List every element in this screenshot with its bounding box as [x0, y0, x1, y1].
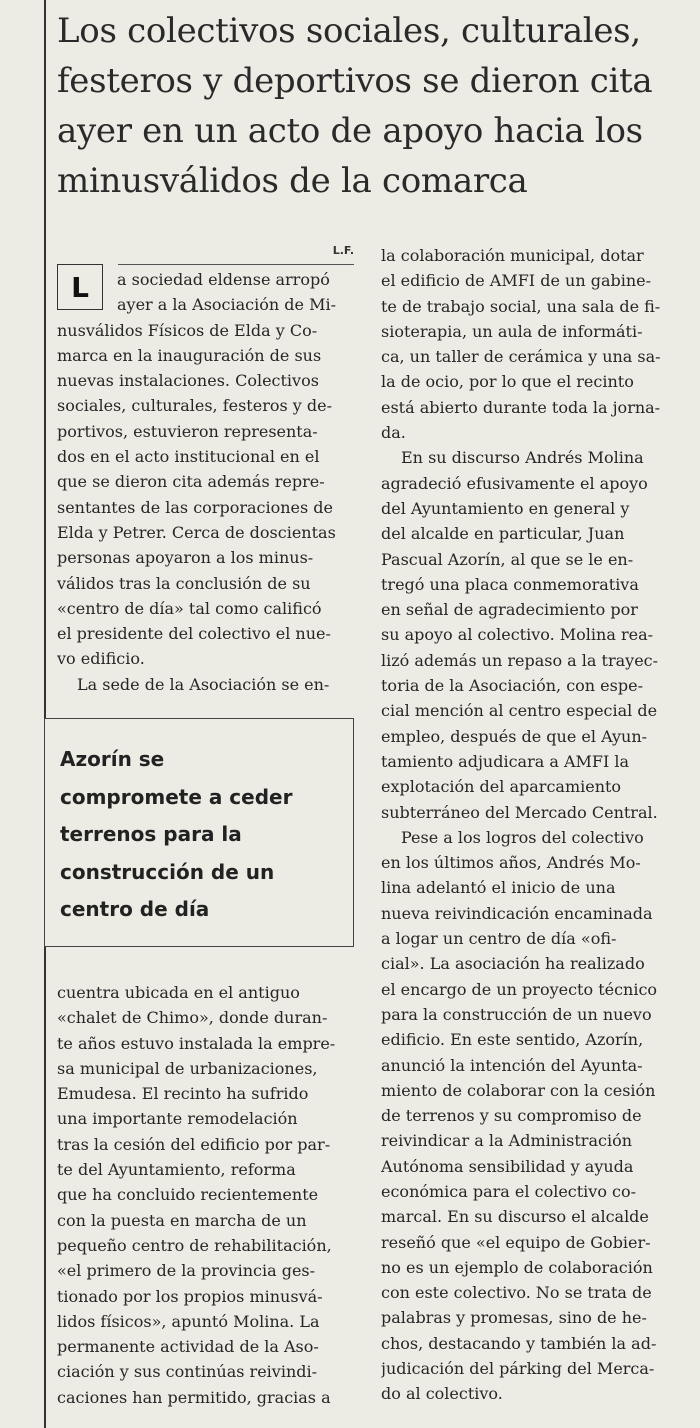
text-line: agradeció efusivamente el apoyo: [381, 473, 648, 493]
text-line: te del Ayuntamiento, reforma: [57, 1160, 296, 1180]
text-line: lina adelantó el inicio de una: [381, 878, 616, 898]
text-line: da.: [381, 423, 406, 443]
text-line: ayer a la Asociación de Mi-: [117, 295, 336, 315]
pull-quote: [60, 741, 340, 929]
text-line: tras la cesión del edificio por par-: [57, 1134, 331, 1154]
text-line: con este colectivo. No se trata de: [381, 1283, 652, 1303]
text-line: económica para el colectivo co-: [381, 1181, 637, 1201]
text-line: Pascual Azorín, al que se le en-: [381, 549, 634, 569]
text-line: el edificio de AMFI de un gabine-: [381, 271, 652, 291]
text-line: personas apoyaron a los minus-: [57, 548, 314, 568]
text-line: explotación del aparcamiento: [381, 777, 622, 797]
text-line: nueva reivindicación encaminada: [381, 903, 653, 923]
text-line: la colaboración municipal, dotar: [381, 246, 644, 265]
headline-line: ayer en un acto de apoyo hacia los: [57, 111, 643, 151]
text-line: Emudesa. El recinto ha sufrido: [57, 1084, 309, 1104]
text-line: te de trabajo social, una sala de fi-: [381, 296, 661, 316]
text-line: Autónoma sensibilidad y ayuda: [381, 1156, 634, 1176]
text-line: nusválidos Físicos de Elda y Co-: [57, 320, 318, 340]
text-line: dos en el acto institucional en el: [57, 447, 320, 467]
article-headline: [57, 6, 692, 206]
pull-quote-line: terrenos para la: [60, 822, 242, 846]
text-line: lizó además un repaso a la trayec-: [381, 650, 659, 670]
column-1-top-text: [57, 267, 354, 697]
text-line: lidos físicos», apuntó Molina. La: [57, 1311, 320, 1331]
text-line: la de ocio, por lo que el recinto: [381, 372, 634, 392]
text-line: vo edificio.: [57, 649, 145, 669]
text-line: no es un ejemplo de colaboración: [381, 1257, 653, 1277]
text-line: válidos tras la conclusión de su: [57, 573, 311, 593]
pull-quote-line: construcción de un: [60, 859, 275, 884]
text-line: «el primero de la provincia ges-: [57, 1261, 316, 1281]
text-line: a sociedad eldense arropó: [117, 270, 330, 289]
text-line: del alcalde en particular, Juan: [381, 524, 625, 544]
text-line: tionado por los propios minusvá-: [57, 1286, 323, 1306]
column-2-text: [381, 243, 681, 1407]
text-line: sentantes de las corporaciones de: [57, 497, 333, 517]
byline: L.F.: [332, 244, 354, 257]
text-line: reivindicar a la Administración: [381, 1131, 633, 1151]
text-line: ca, un taller de cerámica y una sa-: [381, 347, 661, 367]
column-rule: [44, 0, 46, 1428]
pull-quote-line: compromete a ceder: [60, 784, 293, 809]
text-line: judicación del párking del Merca-: [381, 1359, 655, 1379]
text-line: marca en la inauguración de sus: [57, 345, 322, 365]
text-line: La sede de la Asociación se en-: [77, 674, 330, 694]
text-line: subterráneo del Mercado Central.: [381, 802, 658, 822]
text-line: En su discurso Andrés Molina: [401, 448, 644, 468]
text-line: marcal. En su discurso el alcalde: [381, 1207, 649, 1227]
text-line: Pese a los logros del colectivo: [401, 827, 644, 847]
byline-rule: [118, 264, 354, 265]
text-line: te años estuvo instalada la empre-: [57, 1033, 336, 1053]
text-line: «centro de día» tal como calificó: [57, 598, 322, 618]
text-line: está abierto durante toda la jorna-: [381, 397, 661, 417]
text-line: el encargo de un proyecto técnico: [381, 979, 658, 999]
text-line: anunció la intención del Ayunta-: [381, 1055, 643, 1075]
text-line: nuevas instalaciones. Colectivos: [57, 371, 319, 391]
text-line: palabras y promesas, sino de he-: [381, 1308, 647, 1328]
text-line: cuentra ubicada en el antiguo: [57, 983, 300, 1002]
text-line: portivos, estuvieron representa-: [57, 421, 318, 441]
column-1-bottom-text: [57, 980, 354, 1410]
text-line: ciación y sus continúas reivindi-: [57, 1362, 318, 1382]
pull-quote-box: [44, 718, 354, 947]
text-line: de terrenos y su compromiso de: [381, 1106, 642, 1126]
text-line: chos, destacando y también la ad-: [381, 1333, 657, 1353]
text-line: para la construcción de un nuevo: [381, 1004, 652, 1024]
headline-line: Los colectivos sociales, culturales,: [57, 11, 641, 51]
text-line: que ha concluido recientemente: [57, 1185, 319, 1205]
text-line: pequeño centro de rehabilitación,: [57, 1235, 332, 1255]
text-line: Elda y Petrer. Cerca de doscientas: [57, 522, 336, 542]
text-line: tregó una placa conmemorativa: [381, 574, 639, 594]
text-line: que se dieron cita además repre-: [57, 472, 325, 492]
text-line: en los últimos años, Andrés Mo-: [381, 853, 641, 873]
text-line: do al colectivo.: [381, 1384, 503, 1404]
text-line: toria de la Asociación, con espe-: [381, 676, 643, 696]
text-line: sioterapia, un aula de informáti-: [381, 321, 643, 341]
headline-line: festeros y deportivos se dieron cita: [57, 61, 653, 101]
text-line: miento de colaborar con la cesión: [381, 1080, 656, 1100]
text-line: con la puesta en marcha de un: [57, 1210, 307, 1230]
text-line: una importante remodelación: [57, 1109, 298, 1129]
text-line: cial mención al centro especial de: [381, 701, 658, 721]
text-line: sa municipal de urbanizaciones,: [57, 1058, 318, 1078]
text-line: permanente actividad de la Aso-: [57, 1337, 319, 1357]
pull-quote-line: Azorín se: [60, 747, 165, 771]
text-line: el presidente del colectivo el nue-: [57, 624, 331, 644]
text-line: edificio. En este sentido, Azorín,: [381, 1030, 644, 1050]
text-line: sociales, culturales, festeros y de-: [57, 396, 333, 416]
text-line: cial». La asociación ha realizado: [381, 954, 645, 974]
text-line: a logar un centro de día «ofi-: [381, 929, 617, 949]
pull-quote-line: centro de día: [60, 897, 210, 921]
text-line: «chalet de Chimo», donde duran-: [57, 1008, 328, 1028]
text-line: su apoyo al colectivo. Molina rea-: [381, 625, 654, 645]
headline-line: minusválidos de la comarca: [57, 161, 528, 201]
text-line: tamiento adjudicara a AMFI la: [381, 751, 630, 771]
text-line: del Ayuntamiento en general y: [381, 498, 630, 518]
text-line: en señal de agradecimiento por: [381, 600, 638, 620]
text-line: caciones han permitido, gracias a: [57, 1387, 331, 1407]
text-line: reseñó que «el equipo de Gobier-: [381, 1232, 651, 1252]
text-line: empleo, después de que el Ayun-: [381, 726, 648, 746]
drop-cap: L: [57, 264, 103, 310]
